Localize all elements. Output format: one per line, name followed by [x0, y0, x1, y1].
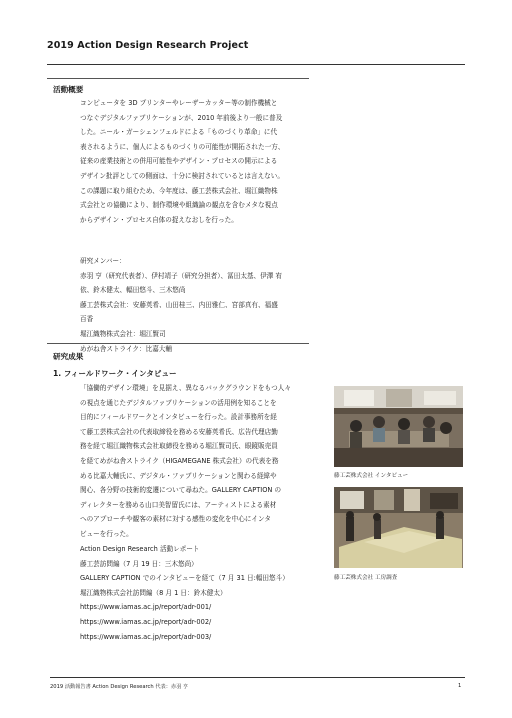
overview-rule — [47, 78, 309, 79]
results-body: 「協働的デザイン環境」を見据え、異なるバックグラウンドをもつ人々 の視点を通じたデジタルファブリケーションの活用例を知ることを 目的にフィールドワークとインタビューを行った。設計事務所を経 て藤工芸株式会社の代表取締役を務める安藤英希氏、広告代理店勤 務を経て堀江織物株式会社取締役を務める堀江賢司氏、眼鏡販売員 を経てめがね舎ストライク（HIGAMEGANE 株式会社）の代表を務 める比嘉大輔氏に、デジタル・ファブリケーションと関わる経緯や 関心、各分野の技術的変遷について尋ねた。GALLERY CAPTION の ディレクターを務める山口美智留氏には、アーティストによる素材 へのアプローチや観客の素材に対する感性の変化を中心にインタ ビューを行った。 — [80, 384, 291, 538]
results-rule — [47, 343, 309, 344]
results-heading: 研究成果 — [53, 352, 84, 361]
footer-rule — [50, 677, 465, 678]
workshop-caption: 藤工芸株式会社 工房調査 — [334, 575, 398, 581]
header-rule — [47, 64, 465, 65]
workshop-photo — [334, 487, 463, 568]
overview-heading: 活動概要 — [53, 85, 84, 94]
results-subheading: 1. フィールドワーク・インタビュー — [53, 369, 177, 378]
page-title: 2019 Action Design Research Project — [47, 40, 249, 51]
page-number: 1 — [458, 683, 462, 689]
interview-photo — [334, 386, 463, 467]
interview-caption: 藤工芸株式会社 インタビュー — [334, 473, 409, 479]
overview-body: コンピュータを 3D プリンターやレーザーカッター等の制作機械と つなぐデジタルファブリケーションが、2010 年前後より一般に普及 した。ニール・ガーシェンフェルドによる「ものづくり革命」に代 表されるように、個人によるものづくりの可能性が開拓された一方、 従来の産業技術との併用可能性やデザイン・プロセスの開示による デザイン批評としての側面は、十分に検討されているとは言えない。 この課題に取り組むため、今年度は、藤工芸株式会社、堀江織物株 式会社との協働により、制作環境や組織論の観点を含むメタな視点 からデザイン・プロセス自体の捉えなおしを行った。 — [80, 99, 285, 224]
footer-text: 2019 活動報告書 Action Design Research 代表：赤羽 亨 — [50, 684, 189, 690]
members-text: 研究メンバー： 赤羽 亨（研究代表者）、伊村靖子（研究分担者）、冨田太基、伊澤 宥 依、鈴木健太、輻田悠斗、三木悠尚 藤工芸株式会社：安藤英希、山田桂三、内田雅仁、宮部真有、福盛 百香 堀江織物株式会社：堀江賢司 めがね舎ストライク：比嘉大輔 — [80, 257, 282, 353]
reports-text: Action Design Research 活動レポート 藤工芸訪問編（7 月 19 日：三木悠尚） GALLERY CAPTION でのインタビューを経て（7 月 31 日:輻田悠斗） 堀江織物株式会社訪問編（8 月 1 日：鈴木健太） https://www.iamas.ac.jp/report/adr-001/ https://www.iamas.ac.jp/report/adr-002/ https://www.iamas.ac.jp/report/adr-003/ — [80, 545, 289, 641]
